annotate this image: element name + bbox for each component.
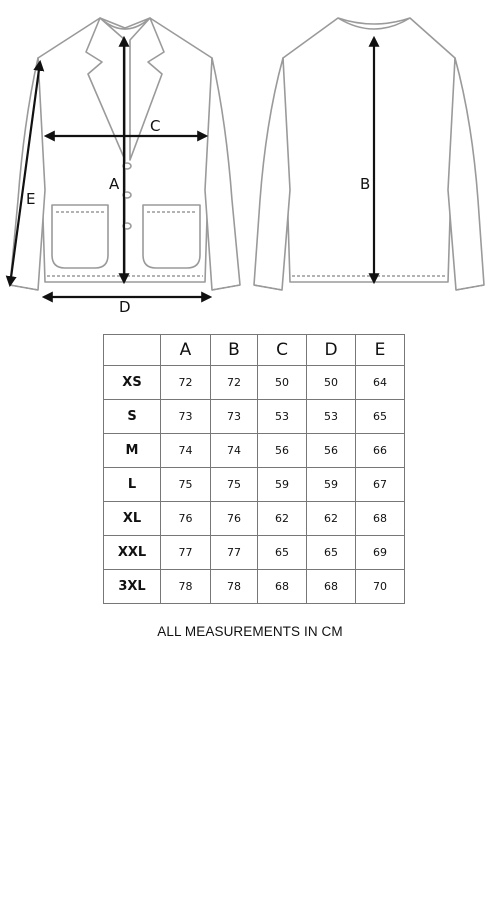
table-row xyxy=(104,434,405,468)
measurement-cell: 74 xyxy=(161,434,211,468)
table-row xyxy=(104,400,405,434)
measurement-cell: 66 xyxy=(356,434,405,468)
measurement-cell: 76 xyxy=(161,502,211,536)
measurement-cell: 68 xyxy=(356,502,405,536)
measurement-cell: 56 xyxy=(258,434,307,468)
measurement-cell: 73 xyxy=(161,400,211,434)
measurement-cell: 72 xyxy=(211,366,258,400)
measurement-cell: 65 xyxy=(307,536,356,570)
header-cell xyxy=(104,335,161,366)
measurement-cell: 75 xyxy=(211,468,258,502)
measure-b-label: B xyxy=(360,175,371,193)
measurement-cell: 69 xyxy=(356,536,405,570)
measurement-cell: 77 xyxy=(161,536,211,570)
measurement-cell: 70 xyxy=(356,570,405,604)
table-row xyxy=(104,536,405,570)
header-cell: E xyxy=(356,335,405,366)
measurement-cell: 59 xyxy=(258,468,307,502)
header-cell: B xyxy=(211,335,258,366)
size-chart-table xyxy=(103,334,405,604)
measurement-cell: 72 xyxy=(161,366,211,400)
measurement-cell: 76 xyxy=(211,502,258,536)
measurement-cell: 62 xyxy=(307,502,356,536)
measure-c-label: C xyxy=(150,117,161,135)
measurement-cell: 68 xyxy=(307,570,356,604)
size-label-cell: L xyxy=(104,468,161,502)
measurement-cell: 50 xyxy=(258,366,307,400)
header-cell: A xyxy=(161,335,211,366)
measurement-cell: 65 xyxy=(258,536,307,570)
header-cell: C xyxy=(258,335,307,366)
measurement-cell: 78 xyxy=(161,570,211,604)
table-row xyxy=(104,366,405,400)
measurement-cell: 64 xyxy=(356,366,405,400)
measure-a-label: A xyxy=(109,175,120,193)
size-label-cell: XS xyxy=(104,366,161,400)
table-row xyxy=(104,502,405,536)
size-label-cell: 3XL xyxy=(104,570,161,604)
measurement-cell: 67 xyxy=(356,468,405,502)
measurement-unit-note: ALL MEASUREMENTS IN CM xyxy=(157,624,343,639)
measurement-cell: 68 xyxy=(258,570,307,604)
size-label-cell: XXL xyxy=(104,536,161,570)
measurement-cell: 62 xyxy=(258,502,307,536)
jacket-measurement-diagram xyxy=(0,0,500,320)
table-row xyxy=(104,468,405,502)
measure-d-label: D xyxy=(119,298,131,316)
jacket-back-view xyxy=(254,18,484,290)
measurement-cell: 53 xyxy=(258,400,307,434)
measurement-cell: 59 xyxy=(307,468,356,502)
size-label-cell: S xyxy=(104,400,161,434)
measurement-cell: 50 xyxy=(307,366,356,400)
measurement-cell: 73 xyxy=(211,400,258,434)
measurement-cell: 77 xyxy=(211,536,258,570)
header-cell: D xyxy=(307,335,356,366)
measure-e-label: E xyxy=(26,190,36,208)
table-header-row xyxy=(104,335,405,366)
measurement-cell: 74 xyxy=(211,434,258,468)
measurement-cell: 75 xyxy=(161,468,211,502)
size-label-cell: M xyxy=(104,434,161,468)
table-row xyxy=(104,570,405,604)
measurement-cell: 78 xyxy=(211,570,258,604)
measurement-cell: 65 xyxy=(356,400,405,434)
measurement-cell: 56 xyxy=(307,434,356,468)
measurement-cell: 53 xyxy=(307,400,356,434)
size-label-cell: XL xyxy=(104,502,161,536)
